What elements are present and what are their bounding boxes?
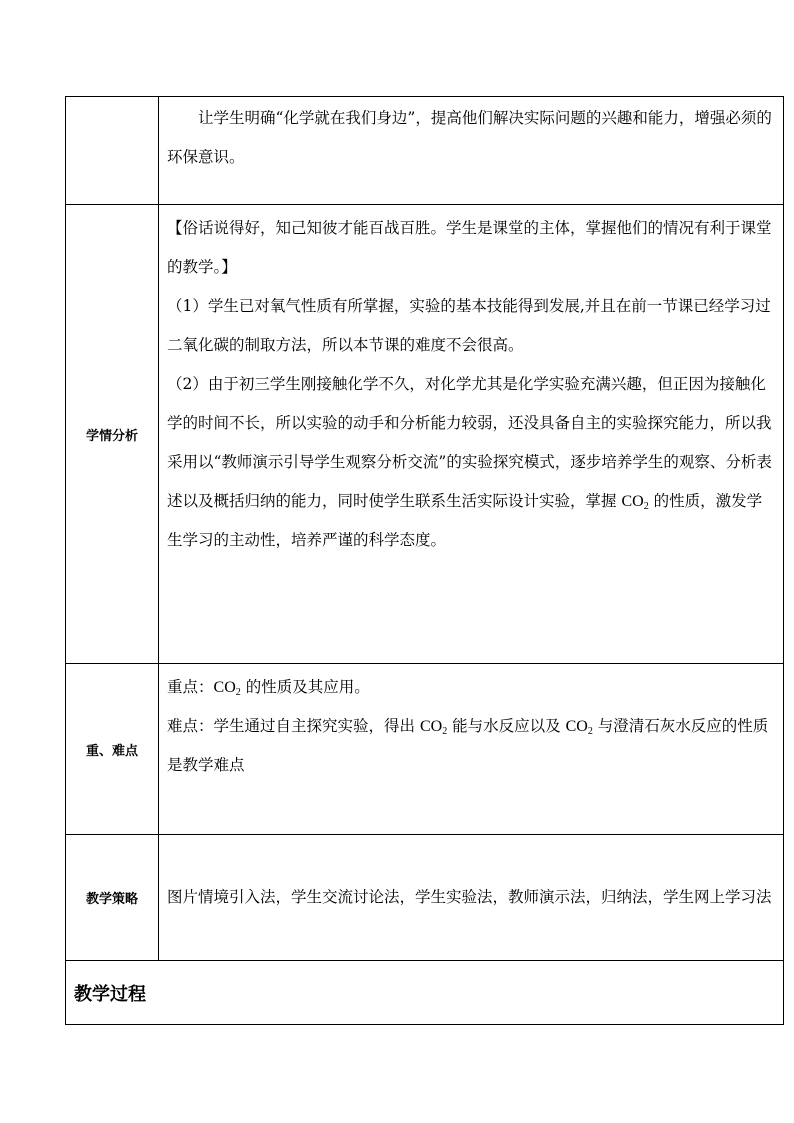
goal-cell xyxy=(159,97,784,205)
lesson-plan-table xyxy=(65,96,784,1025)
analysis-point-2 xyxy=(167,365,777,560)
teaching-strategy-cell xyxy=(159,835,784,961)
row-key-points xyxy=(66,664,784,835)
student-analysis-cell xyxy=(159,205,784,664)
row-label-teaching-strategy: 教学策略 xyxy=(66,835,159,961)
co2-formula: $CO_2$ xyxy=(213,679,241,698)
key-points-cell xyxy=(159,664,784,835)
row-label-student-analysis: 学情分析 xyxy=(66,205,159,664)
analysis-intro: 【俗话说得好，知己知彼才能百战百胜。学生是课堂的主体，掌握他们的情况有利于课堂的教学。】 xyxy=(167,219,772,276)
co2-formula: $CO_2$ xyxy=(419,718,448,737)
strategy-paragraph: 图片情境引入法，学生交流讨论法，学生实验法，教师演示法，归纳法，学生网上学习法 xyxy=(167,888,772,906)
row-label-key-points: 重、难点 xyxy=(66,664,159,835)
analysis-point-1: （1）学生已对氧气性质有所掌握，实验的基本技能得到发展,并且在前一节课已经学习过二氧化碳的制取方法，所以本节课的难度不会很高。 xyxy=(167,297,771,354)
co2-formula: $CO_2$ xyxy=(565,718,593,737)
section-title-teaching-process: 教学过程 xyxy=(66,961,784,1025)
analysis-point-2-tail: 的性质，激发学生学习的主动性，培养严谨的科学态度。 xyxy=(167,492,763,549)
co2-formula: $CO_2$ xyxy=(621,493,649,512)
row-goal xyxy=(66,97,784,205)
row-student-analysis xyxy=(66,205,784,664)
row-label-empty xyxy=(66,97,159,205)
goal-paragraph: 让学生明确“化学就在我们身边”，提高他们解决实际问题的兴趣和能力，增强必须的环保意识。 xyxy=(167,109,772,166)
row-teaching-strategy xyxy=(66,835,784,961)
analysis-point-2-text: （2）由于初三学生刚接触化学不久，对化学尤其是化学实验充满兴趣，但正因为接触化学的时间不长，所以实验的动手和分析能力较弱，还没具备自主的实验探究能力，所以我采用以“教师演示引导学生观察分析交流”的实验探究模式，逐步培养学生的观察、分析表述以及概括归纳的能力，同时使学生联系生活实际设计实验，掌握 xyxy=(167,375,772,510)
difficulty-line: 难点：学生通过自主探究实验，得出 $CO_2$ 能与水反应以及 $CO_2$ 与澄清石灰水反应的性质是教学难点 xyxy=(167,717,769,774)
key-point-line: 重点：$CO_2$ 的性质及其应用。 xyxy=(167,678,370,698)
row-teaching-process xyxy=(66,961,784,1025)
